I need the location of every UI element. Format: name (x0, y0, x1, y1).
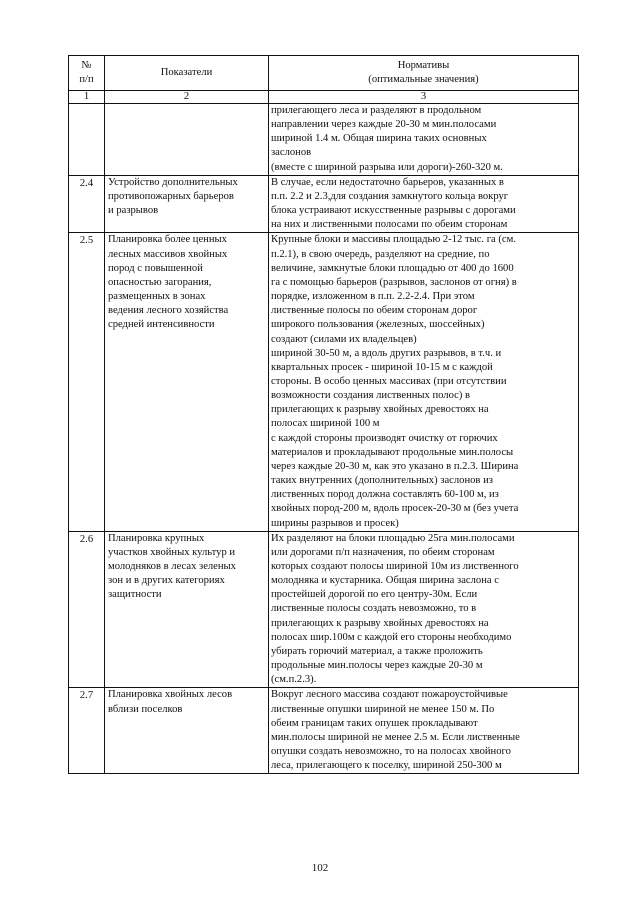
row-number (69, 104, 105, 176)
indicator-line: Планировка хвойных лесов (108, 689, 233, 701)
norm-line: широкого пользования (железных, шоссейных) (271, 319, 485, 331)
norm-line: (см.п.2.3). (271, 674, 317, 686)
table-row (69, 233, 579, 531)
indicator-line: противопожарных барьеров (108, 190, 234, 202)
norm-line: хвойных пород-200 м, вдоль просек-20-30 м (без учета (271, 503, 519, 515)
norm-line: или дорогами п/п назначения, по обеим сторонам (271, 546, 495, 558)
page-number: 102 (311, 862, 329, 874)
norm-line: п.2.1), в свою очередь, разделяют на средние, по (271, 248, 490, 260)
column-number: 2 (105, 91, 269, 104)
norm-line: шириной 30-50 м, а вдоль других разрывов, в т.ч. и (271, 347, 502, 359)
norm-line: возможности создания лиственных полос) в (271, 390, 471, 402)
norm-line: лиственных пород должна составлять 60-100 м, из (271, 489, 499, 501)
norm-line: простейшей дорогой по его центру-30м. Если (271, 589, 478, 601)
norm-line: продольные мин.полосы через каждые 20-30 м (271, 660, 483, 672)
norm-line: полосах шириной 100 м (271, 418, 380, 430)
indicator-line: Планировка крупных (108, 532, 205, 544)
row-norm-text (269, 233, 579, 531)
row-indicator (105, 233, 269, 531)
indicator-line: Устройство дополнительных (108, 176, 238, 188)
norm-line: лиственные опушки шириной не менее 150 м. По (271, 703, 495, 715)
table-header-row (69, 56, 579, 91)
norm-line: В случае, если недостаточно барьеров, указанных в (271, 176, 504, 188)
column-number: 3 (269, 91, 579, 104)
norm-line: полосах шир.100м с каждой его стороны необходимо (271, 631, 512, 643)
row-indicator (105, 175, 269, 233)
norm-line: п.п. 2.2 и 2.3,для создания замкнутого кольца вокруг (271, 190, 509, 202)
norm-line: опушки создать невозможно, то на полосах хвойного (271, 746, 511, 758)
norm-line: обеим границам таких опушек прокладывают (271, 717, 478, 729)
indicator-line: опасностью загорания, (108, 276, 212, 288)
norm-line: материалов и прокладывают продольные мин.полосы (271, 446, 514, 458)
row-number: 2.7 (69, 688, 105, 774)
norm-line: создают (силами их владельцев) (271, 333, 417, 345)
norm-line: лиственные полосы по обеим сторонам дорог (271, 305, 478, 317)
norm-line: прилегающих к разрыву хвойных древостоях на (271, 617, 489, 629)
row-number: 2.4 (69, 175, 105, 233)
norm-line: (вместе с шириной разрыва или дороги)-260-320 м. (271, 161, 503, 173)
norm-line: Вокруг лесного массива создают пожароустойчивые (271, 689, 508, 701)
norm-line: направлении через каждые 20-30 м мин.полосами (271, 119, 497, 131)
indicator-line: средней интенсивности (108, 319, 215, 331)
table-row (69, 688, 579, 774)
column-number: 1 (69, 91, 105, 104)
row-indicator (105, 104, 269, 176)
norm-line: таких внутренних (дополнительных) заслонов из (271, 475, 493, 487)
column-number-row (69, 91, 579, 104)
indicator-line: зон и в других категориях (108, 575, 225, 587)
norm-line: лиственные полосы создать невозможно, то в (271, 603, 477, 615)
norm-line: порядке, изложенном в п.п. 2.2-2.4. При этом (271, 291, 475, 303)
norm-line: через каждые 20-30 м, как это указано в п.2.3. Ширина (271, 460, 519, 472)
indicator-line: вблизи поселков (108, 703, 183, 715)
norm-line: шириной 1.4 м. Общая ширина таких основных (271, 133, 487, 145)
norm-line: молодняка и кустарника. Общая ширина заслона с (271, 575, 499, 587)
indicator-line: лесных массивов хвойных (108, 248, 228, 260)
header-norms: Нормативы (оптимальные значения) (269, 56, 579, 91)
norm-line: прилегающих к разрыву хвойных древостоях на (271, 404, 489, 416)
indicator-line: молодняков в лесах зеленых (108, 561, 236, 572)
norm-line: на них и лиственными полосами по обеим сторонам (271, 219, 508, 231)
indicator-line: участков хвойных культур и (108, 546, 236, 558)
indicator-line: пород с повышенной (108, 262, 203, 274)
norm-line: стороны. В особо ценных массивах (при отсутствии (271, 375, 507, 387)
indicator-line: защитности (108, 589, 162, 601)
indicator-line: Планировка более ценных (108, 234, 227, 246)
indicator-line: ведения лесного хозяйства (108, 305, 229, 317)
indicator-line: размещенных в зонах (108, 291, 206, 303)
row-number: 2.6 (69, 531, 105, 688)
norm-line: га с помощью барьеров (разрывов, заслонов от огня) в (271, 276, 517, 288)
table-row (69, 175, 579, 233)
row-indicator (105, 531, 269, 688)
row-number: 2.5 (69, 233, 105, 531)
row-norm-text (269, 104, 579, 176)
norm-line: которых создают полосы шириной 10м из лиственного (271, 561, 519, 572)
norm-line: Их разделяют на блоки площадью 25га мин.полосами (271, 532, 515, 544)
row-norm-text (269, 531, 579, 688)
header-indicators: Показатели (105, 56, 269, 91)
header-num: № п/п (69, 56, 105, 91)
norm-line: Крупные блоки и массивы площадью 2-12 тыс. га (см. (271, 234, 516, 246)
row-indicator (105, 688, 269, 774)
indicator-line: и разрывов (108, 205, 159, 217)
norm-line: леса, прилегающего к поселку, шириной 250-300 м (271, 760, 502, 772)
norm-line: заслонов (271, 147, 312, 159)
norm-line: величине, замкнутые блоки площадью от 400 до 1600 (271, 262, 514, 274)
norm-line: квартальных просек - шириной 10-15 м с каждой (271, 361, 493, 373)
norm-line: мин.полосы шириной не менее 2.5 м. Если лиственные (271, 731, 520, 743)
norm-line: с каждой стороны производят очистку от горючих (271, 432, 498, 444)
norm-line: убирать горючий материал, а также проложить (271, 645, 483, 657)
norms-table (68, 55, 579, 774)
norm-line: прилегающего леса и разделяют в продольном (271, 105, 482, 116)
norm-line: ширины разрывов и просек) (271, 517, 399, 529)
row-norm-text (269, 175, 579, 233)
table-row (69, 104, 579, 176)
row-norm-text (269, 688, 579, 774)
norm-line: блока устраивают искусственные разрывы с дорогами (271, 205, 516, 217)
table-row (69, 531, 579, 688)
